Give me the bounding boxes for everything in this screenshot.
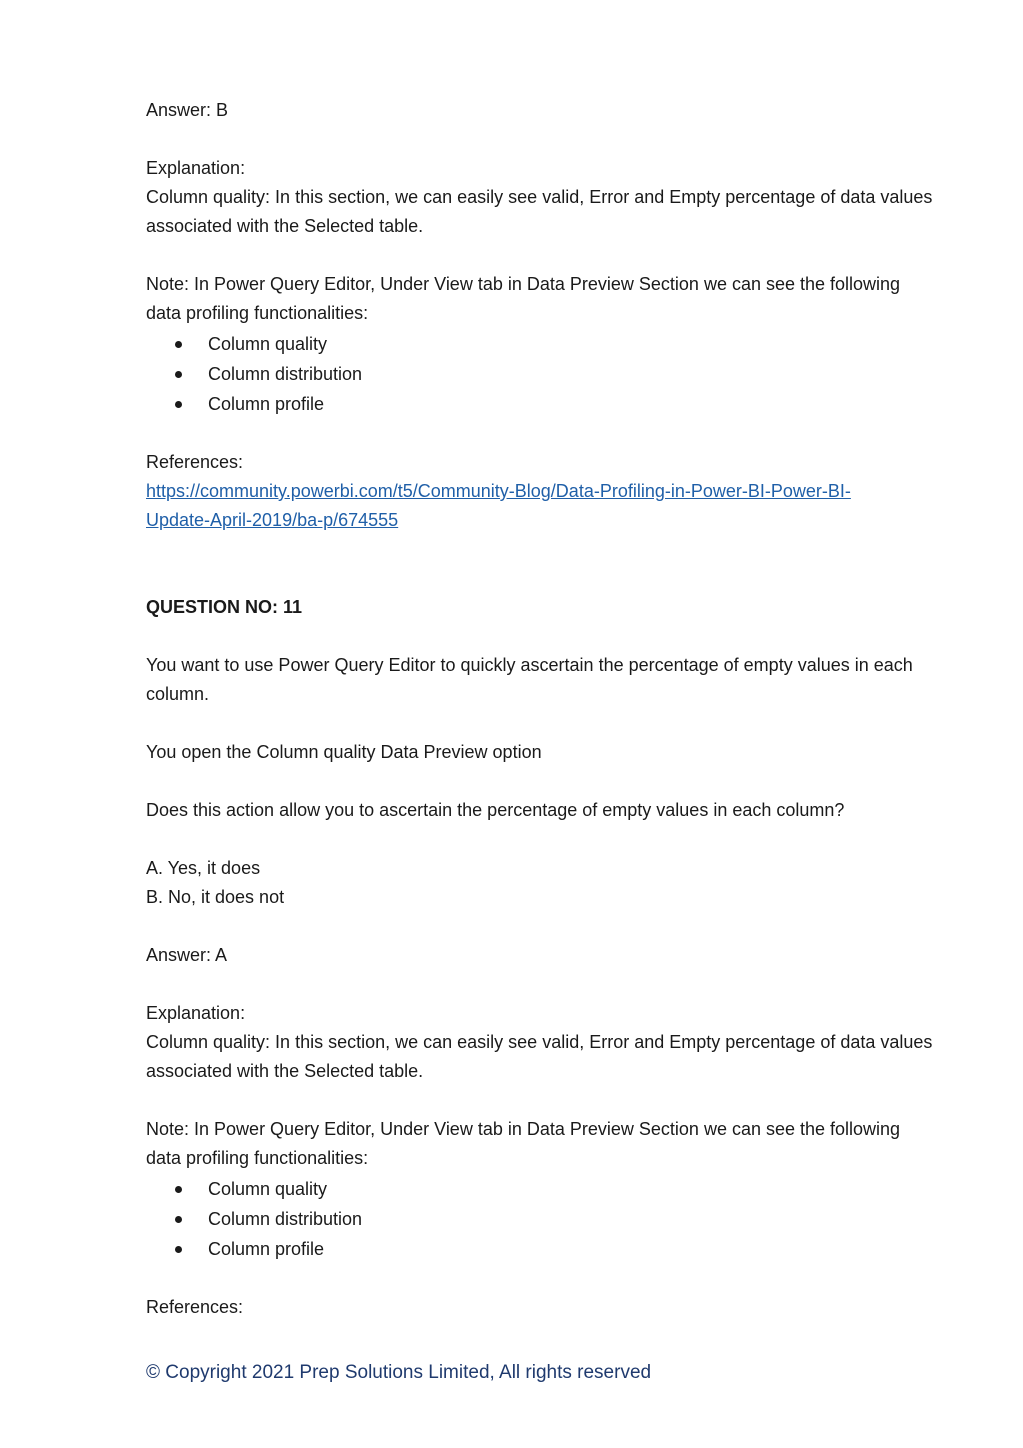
bullet-icon	[175, 371, 182, 378]
answer-label: Answer: A	[146, 945, 228, 965]
reference-link[interactable]: Update-April-2019/ba-p/674555	[146, 510, 399, 530]
list-item: Column quality	[208, 1174, 956, 1204]
question-action: You open the Column quality Data Preview option	[146, 742, 542, 762]
list-item: Column profile	[208, 389, 956, 419]
references-label: References:	[146, 1297, 244, 1317]
list-item: Column profile	[208, 1234, 956, 1264]
bullet-icon	[175, 1216, 182, 1223]
references-label: References:	[146, 452, 244, 472]
note-text-line: data profiling functionalities:	[146, 303, 369, 323]
document-page	[146, 96, 956, 1322]
explanation-text-line: Column quality: In this section, we can easily see valid, Error and Empty percentage of data values	[146, 187, 933, 207]
list-item: Column distribution	[208, 359, 956, 389]
bullet-icon	[175, 401, 182, 408]
explanation-label: Explanation:	[146, 158, 246, 178]
question-text-line: column.	[146, 684, 210, 704]
option-b: B. No, it does not	[146, 887, 285, 907]
bullet-icon	[175, 1186, 182, 1193]
answer-label: Answer: B	[146, 100, 229, 120]
question-prompt: Does this action allow you to ascertain the percentage of empty values in each column?	[146, 800, 845, 820]
list-item: Column distribution	[208, 1204, 956, 1234]
note-text-line: data profiling functionalities:	[146, 1148, 369, 1168]
explanation-text-line: Column quality: In this section, we can easily see valid, Error and Empty percentage of data values	[146, 1032, 933, 1052]
bullet-icon	[175, 341, 182, 348]
functionality-list	[146, 1174, 956, 1264]
option-a: A. Yes, it does	[146, 858, 261, 878]
reference-link[interactable]: https://community.powerbi.com/t5/Community-Blog/Data-Profiling-in-Power-BI-Power-BI-	[146, 481, 851, 501]
question-heading: QUESTION NO: 11	[146, 597, 303, 617]
list-item: Column quality	[208, 329, 956, 359]
explanation-label: Explanation:	[146, 1003, 246, 1023]
bullet-icon	[175, 1246, 182, 1253]
question-text-line: You want to use Power Query Editor to quickly ascertain the percentage of empty values in each	[146, 655, 913, 675]
note-text-line: Note: In Power Query Editor, Under View tab in Data Preview Section we can see the following	[146, 1119, 901, 1139]
functionality-list	[146, 329, 956, 419]
explanation-text-line: associated with the Selected table.	[146, 216, 424, 236]
note-text-line: Note: In Power Query Editor, Under View tab in Data Preview Section we can see the following	[146, 274, 901, 294]
explanation-text-line: associated with the Selected table.	[146, 1061, 424, 1081]
copyright-footer: © Copyright 2021 Prep Solutions Limited, All rights reserved	[146, 1362, 652, 1383]
